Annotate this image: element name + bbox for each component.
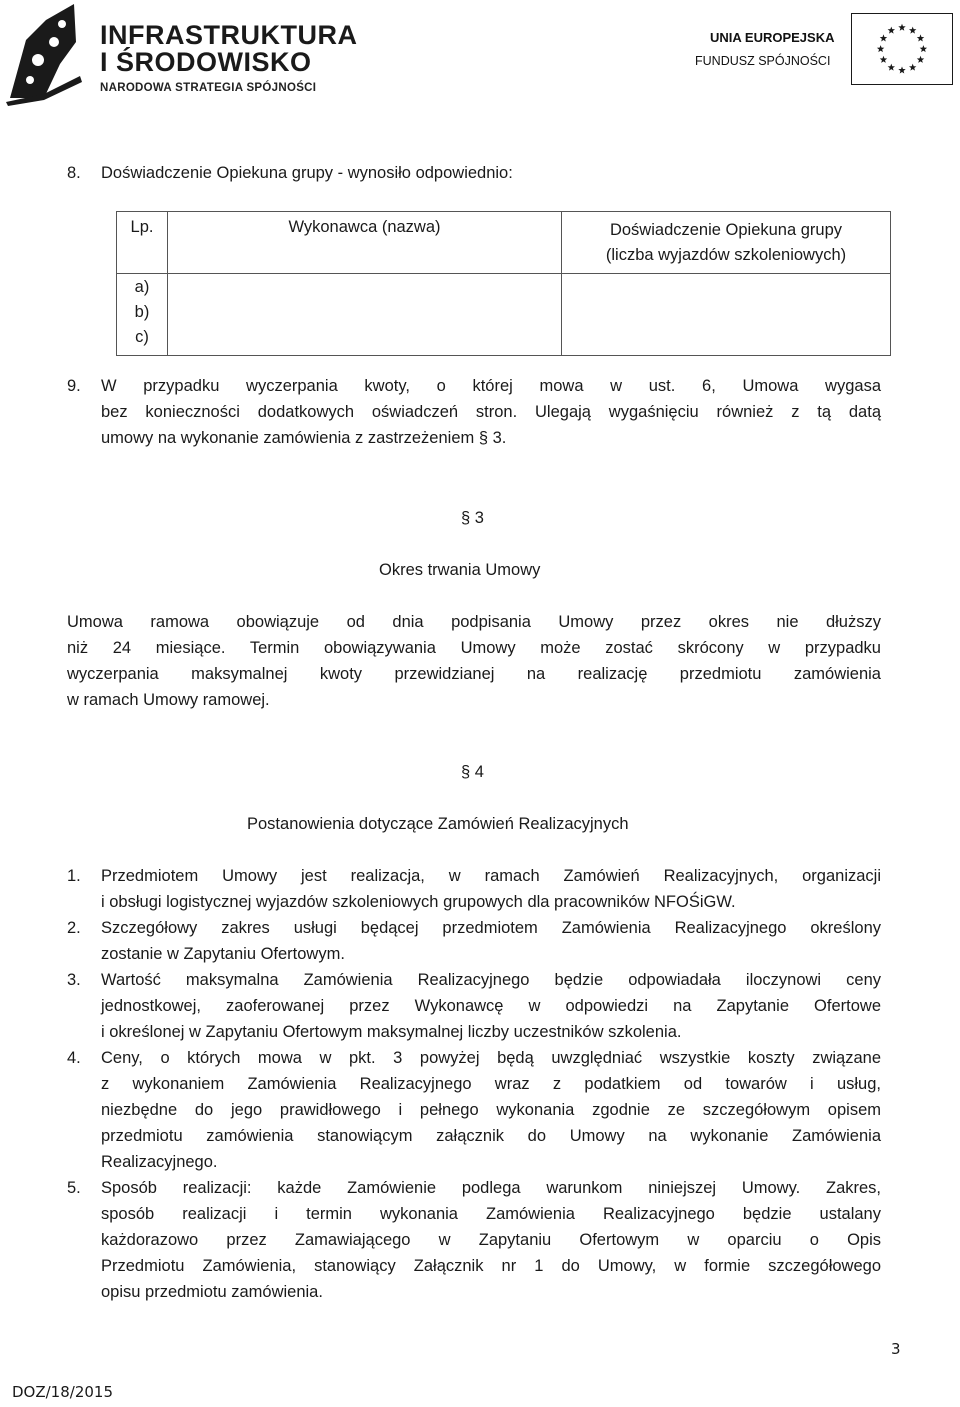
table-header-row: [117, 212, 891, 274]
contractor-cell: [168, 274, 562, 356]
eu-label: [695, 30, 834, 68]
header-experience-line2: (liczba wyjazdów szkoleniowych): [605, 246, 847, 264]
row-label-a: a): [134, 278, 150, 296]
section-4-title: Postanowienia dotyczące Zamówień Realizacyjnych: [247, 815, 629, 833]
logo-line-2: I ŚRODOWISKO: [100, 47, 312, 77]
logo-line-1: INFRASTRUKTURA: [100, 20, 358, 50]
experience-table: [116, 211, 891, 356]
eu-star-icon: [909, 27, 916, 34]
eu-star-icon: [917, 56, 924, 63]
eu-star-icon: [888, 64, 895, 71]
experience-cell: [562, 274, 891, 356]
s4-item-2-number: 2.: [67, 919, 81, 937]
row-labels: [117, 274, 168, 356]
s4-item-4-line-5: Realizacyjnego.: [101, 1153, 218, 1171]
header-contractor: Wykonawca (nazwa): [168, 212, 562, 274]
eu-star-icon: [888, 27, 895, 34]
section-3-line-2: niż 24 miesiące. Termin obowiązywania Umowy może zostać skrócony w przypadku: [67, 639, 881, 657]
s4-item-2-line-2: zostanie w Zapytaniu Ofertowym.: [101, 945, 345, 963]
item-8-text: Doświadczenie Opiekuna grupy - wynosiło odpowiednio:: [101, 164, 513, 182]
section-4-symbol: § 4: [461, 763, 484, 781]
s4-item-4-line-4: przedmiotu zamówienia stanowiącym załącznik do Umowy na wykonanie Zamówienia: [101, 1127, 881, 1145]
item-8-number: 8.: [67, 164, 81, 182]
section-3-line-4: w ramach Umowy ramowej.: [67, 691, 270, 709]
s4-item-1-line-2: i obsługi logistycznej wyjazdów szkoleniowych grupowych dla pracowników NFOŚiGW.: [101, 893, 736, 911]
s4-item-3-line-3: i określonej w Zapytaniu Ofertowym maksymalnej liczby uczestników szkolenia.: [101, 1023, 682, 1041]
item-9-line-2: bez konieczności dodatkowych oświadczeń stron. Ulegają wygaśnięciu również z tą datą: [101, 403, 881, 421]
s4-item-1-line-1: Przedmiotem Umowy jest realizacja, w ramach Zamówień Realizacyjnych, organizacji: [101, 867, 881, 885]
s4-item-5-number: 5.: [67, 1179, 81, 1197]
s4-item-5-line-4: Przedmiotu Zamówienia, stanowiący Załącznik nr 1 do Umowy, w formie szczegółowego: [101, 1257, 881, 1275]
section-3-symbol: § 3: [461, 509, 484, 527]
s4-item-2-line-1: Szczegółowy zakres usługi będącej przedmiotem Zamówienia Realizacyjnego określony: [101, 919, 881, 937]
header-experience: [562, 212, 891, 274]
s4-item-5-line-3: każdorazowo przez Zamawiającego w Zapytaniu Ofertowym w oparciu o Opis: [101, 1231, 881, 1249]
s4-item-3-line-1: Wartość maksymalna Zamówienia Realizacyjnego będzie odpowiadała iloczynowi ceny: [101, 971, 881, 989]
eu-star-icon: [898, 24, 905, 31]
row-label-b: b): [134, 303, 150, 321]
logo-line-3: NARODOWA STRATEGIA SPÓJNOŚCI: [100, 82, 317, 94]
header-experience-line1: Doświadczenie Opiekuna grupy: [609, 221, 843, 239]
eu-star-icon: [880, 34, 887, 41]
eu-star-icon: [920, 45, 927, 52]
table-row: [117, 274, 891, 356]
section-3-line-1: Umowa ramowa obowiązuje od dnia podpisania Umowy przez okres nie dłuższy: [67, 613, 881, 631]
s4-item-4-number: 4.: [67, 1049, 81, 1067]
s4-item-5-line-1: Sposób realizacji: każde Zamówienie podlega warunkom niniejszej Umowy. Zakres,: [101, 1179, 881, 1197]
eu-star-icon: [898, 67, 905, 74]
s4-item-1-number: 1.: [67, 867, 81, 885]
s4-item-5-line-5: opisu przedmiotu zamówienia.: [101, 1283, 323, 1301]
infrastructure-logo-icon: [4, 2, 84, 106]
item-9-line-1: W przypadku wyczerpania kwoty, o której mowa w ust. 6, Umowa wygasa: [101, 377, 881, 395]
item-9-number: 9.: [67, 377, 81, 395]
s4-item-4-line-3: niezbędne do jego prawidłowego i pełnego wykonania zgodnie ze szczegółowym opisem: [101, 1101, 881, 1119]
section-3-line-3: wyczerpania maksymalnej kwoty przewidzianej na realizację przedmiotu zamówienia: [67, 665, 881, 683]
eu-line-1: UNIA EUROPEJSKA: [710, 30, 835, 45]
logo-wordmark: [100, 22, 357, 94]
header-lp: Lp.: [117, 212, 168, 274]
page-number: 3: [891, 1340, 901, 1358]
eu-star-icon: [909, 64, 916, 71]
page-header: [0, 0, 960, 110]
item-9-line-3: umowy na wykonanie zamówienia z zastrzeżeniem § 3.: [101, 429, 507, 447]
eu-star-icon: [917, 34, 924, 41]
eu-star-icon: [880, 56, 887, 63]
eu-stars-flag-icon: [851, 13, 953, 85]
s4-item-3-number: 3.: [67, 971, 81, 989]
row-label-c: c): [135, 328, 149, 346]
document-code: DOZ/18/2015: [12, 1383, 114, 1401]
s4-item-3-line-2: jednostkowej, zaoferowanej przez Wykonawcę w odpowiedzi na Zapytanie Ofertowe: [101, 997, 881, 1015]
section-3-title: Okres trwania Umowy: [379, 561, 541, 579]
eu-line-2: FUNDUSZ SPÓJNOŚCI: [695, 54, 831, 68]
s4-item-4-line-2: z wykonaniem Zamówienia Realizacyjnego wraz z podatkiem od towarów i usług,: [101, 1075, 881, 1093]
eu-star-icon: [877, 45, 884, 52]
s4-item-5-line-2: sposób realizacji i termin wykonania Zamówienia Realizacyjnego będzie ustalany: [101, 1205, 881, 1223]
s4-item-4-line-1: Ceny, o których mowa w pkt. 3 powyżej będą uwzględniać wszystkie koszty związane: [101, 1049, 881, 1067]
